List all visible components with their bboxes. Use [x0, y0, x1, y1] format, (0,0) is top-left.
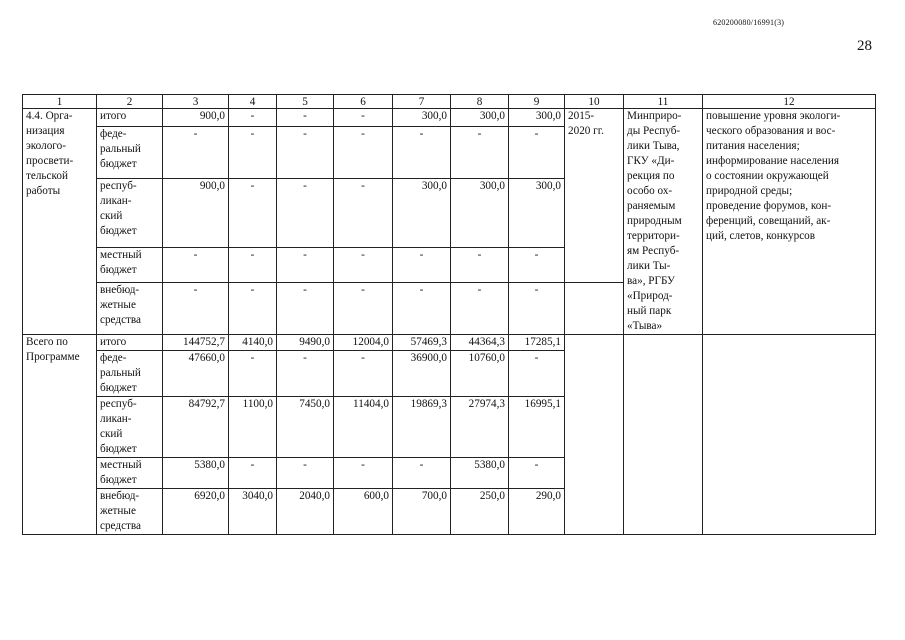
amount-cell: 900,0	[163, 179, 229, 248]
amount-cell: 300,0	[451, 109, 509, 127]
page-number: 28	[857, 38, 872, 54]
amount-cell: -	[277, 127, 334, 179]
funding-source-cell: итого	[97, 109, 163, 127]
amount-cell: 300,0	[451, 179, 509, 248]
amount-cell: 300,0	[393, 109, 451, 127]
column-number-cell: 3	[163, 95, 229, 109]
amount-cell: -	[334, 247, 393, 282]
amount-cell: -	[509, 458, 565, 489]
column-number-cell: 2	[97, 95, 163, 109]
period-cell: 2015- 2020 гг.	[565, 109, 624, 283]
expected-result-cell: повышение уровня экологи- ческого образования и вос- питания населения; информирование населения о состоянии окружающей природной среды; проведение форумов, кон- ференций, совещаний, ак- ций, слетов, конкурсов	[703, 109, 876, 335]
amount-cell: -	[277, 179, 334, 248]
amount-cell: -	[393, 282, 451, 334]
funding-source-cell: феде- ральный бюджет	[97, 127, 163, 179]
amount-cell: 300,0	[509, 179, 565, 248]
amount-cell: -	[393, 127, 451, 179]
executors-cell-empty	[624, 335, 703, 535]
column-number-cell: 7	[393, 95, 451, 109]
amount-cell: -	[334, 282, 393, 334]
amount-cell: 250,0	[451, 489, 509, 535]
amount-cell: 44364,3	[451, 335, 509, 351]
funding-source-cell: респуб- ликан- ский бюджет	[97, 397, 163, 458]
amount-cell: -	[509, 127, 565, 179]
amount-cell: -	[229, 351, 277, 397]
amount-cell: 144752,7	[163, 335, 229, 351]
funding-source-cell: феде- ральный бюджет	[97, 351, 163, 397]
amount-cell: -	[451, 282, 509, 334]
expected-result-cell-empty	[703, 335, 876, 535]
amount-cell: 3040,0	[229, 489, 277, 535]
funding-source-cell: местный бюджет	[97, 458, 163, 489]
column-number-cell: 11	[624, 95, 703, 109]
total-title-cell: Всего по Программе	[23, 335, 97, 535]
amount-cell: -	[229, 247, 277, 282]
section-row	[23, 109, 876, 127]
program-budget-table	[22, 94, 876, 535]
executors-cell: Минприро- ды Респуб- лики Тыва, ГКУ «Ди- рекция по особо ох- раняемым природным территори- ям Респуб- лики Ты- ва», РГБУ «Природ- ный парк «Тыва»	[624, 109, 703, 335]
section-title-cell: 4.4. Орга- низация эколого- просвети- тельской работы	[23, 109, 97, 335]
amount-cell: -	[334, 351, 393, 397]
amount-cell: 11404,0	[334, 397, 393, 458]
amount-cell: -	[229, 282, 277, 334]
period-cell-empty	[565, 335, 624, 535]
amount-cell: 700,0	[393, 489, 451, 535]
funding-source-cell: внебюд- жетные средства	[97, 489, 163, 535]
amount-cell: 300,0	[509, 109, 565, 127]
amount-cell: 12004,0	[334, 335, 393, 351]
amount-cell: -	[509, 282, 565, 334]
column-number-cell: 9	[509, 95, 565, 109]
funding-source-cell: респуб- ликан- ский бюджет	[97, 179, 163, 248]
amount-cell: 36900,0	[393, 351, 451, 397]
amount-cell: 84792,7	[163, 397, 229, 458]
amount-cell: 7450,0	[277, 397, 334, 458]
amount-cell: -	[277, 282, 334, 334]
amount-cell: -	[229, 109, 277, 127]
amount-cell: -	[163, 127, 229, 179]
amount-cell: -	[229, 179, 277, 248]
amount-cell: -	[393, 247, 451, 282]
amount-cell: -	[334, 127, 393, 179]
period-cell-empty	[565, 282, 624, 334]
amount-cell: -	[509, 351, 565, 397]
amount-cell: -	[277, 247, 334, 282]
amount-cell: 10760,0	[451, 351, 509, 397]
funding-source-cell: местный бюджет	[97, 247, 163, 282]
amount-cell: -	[334, 109, 393, 127]
amount-cell: -	[277, 458, 334, 489]
amount-cell: -	[451, 247, 509, 282]
column-number-cell: 4	[229, 95, 277, 109]
amount-cell: 4140,0	[229, 335, 277, 351]
column-number-cell: 5	[277, 95, 334, 109]
amount-cell: 16995,1	[509, 397, 565, 458]
amount-cell: 27974,3	[451, 397, 509, 458]
amount-cell: -	[229, 127, 277, 179]
amount-cell: 47660,0	[163, 351, 229, 397]
amount-cell: -	[163, 247, 229, 282]
amount-cell: 5380,0	[163, 458, 229, 489]
amount-cell: 600,0	[334, 489, 393, 535]
amount-cell: 9490,0	[277, 335, 334, 351]
amount-cell: -	[277, 109, 334, 127]
column-number-cell: 12	[703, 95, 876, 109]
column-number-cell: 1	[23, 95, 97, 109]
amount-cell: -	[393, 458, 451, 489]
amount-cell: 5380,0	[451, 458, 509, 489]
amount-cell: -	[334, 458, 393, 489]
column-number-cell: 6	[334, 95, 393, 109]
amount-cell: 300,0	[393, 179, 451, 248]
column-number-cell: 10	[565, 95, 624, 109]
column-number-row	[23, 95, 876, 109]
amount-cell: -	[509, 247, 565, 282]
amount-cell: -	[451, 127, 509, 179]
amount-cell: 1100,0	[229, 397, 277, 458]
amount-cell: 290,0	[509, 489, 565, 535]
amount-cell: -	[277, 351, 334, 397]
amount-cell: 2040,0	[277, 489, 334, 535]
amount-cell: 57469,3	[393, 335, 451, 351]
amount-cell: -	[229, 458, 277, 489]
amount-cell: -	[334, 179, 393, 248]
funding-source-cell: внебюд- жетные средства	[97, 282, 163, 334]
funding-source-cell: итого	[97, 335, 163, 351]
total-row	[23, 335, 876, 351]
column-number-cell: 8	[451, 95, 509, 109]
amount-cell: 900,0	[163, 109, 229, 127]
amount-cell: -	[163, 282, 229, 334]
document-id: 620200080/16991(3)	[713, 18, 785, 27]
amount-cell: 17285,1	[509, 335, 565, 351]
amount-cell: 19869,3	[393, 397, 451, 458]
amount-cell: 6920,0	[163, 489, 229, 535]
